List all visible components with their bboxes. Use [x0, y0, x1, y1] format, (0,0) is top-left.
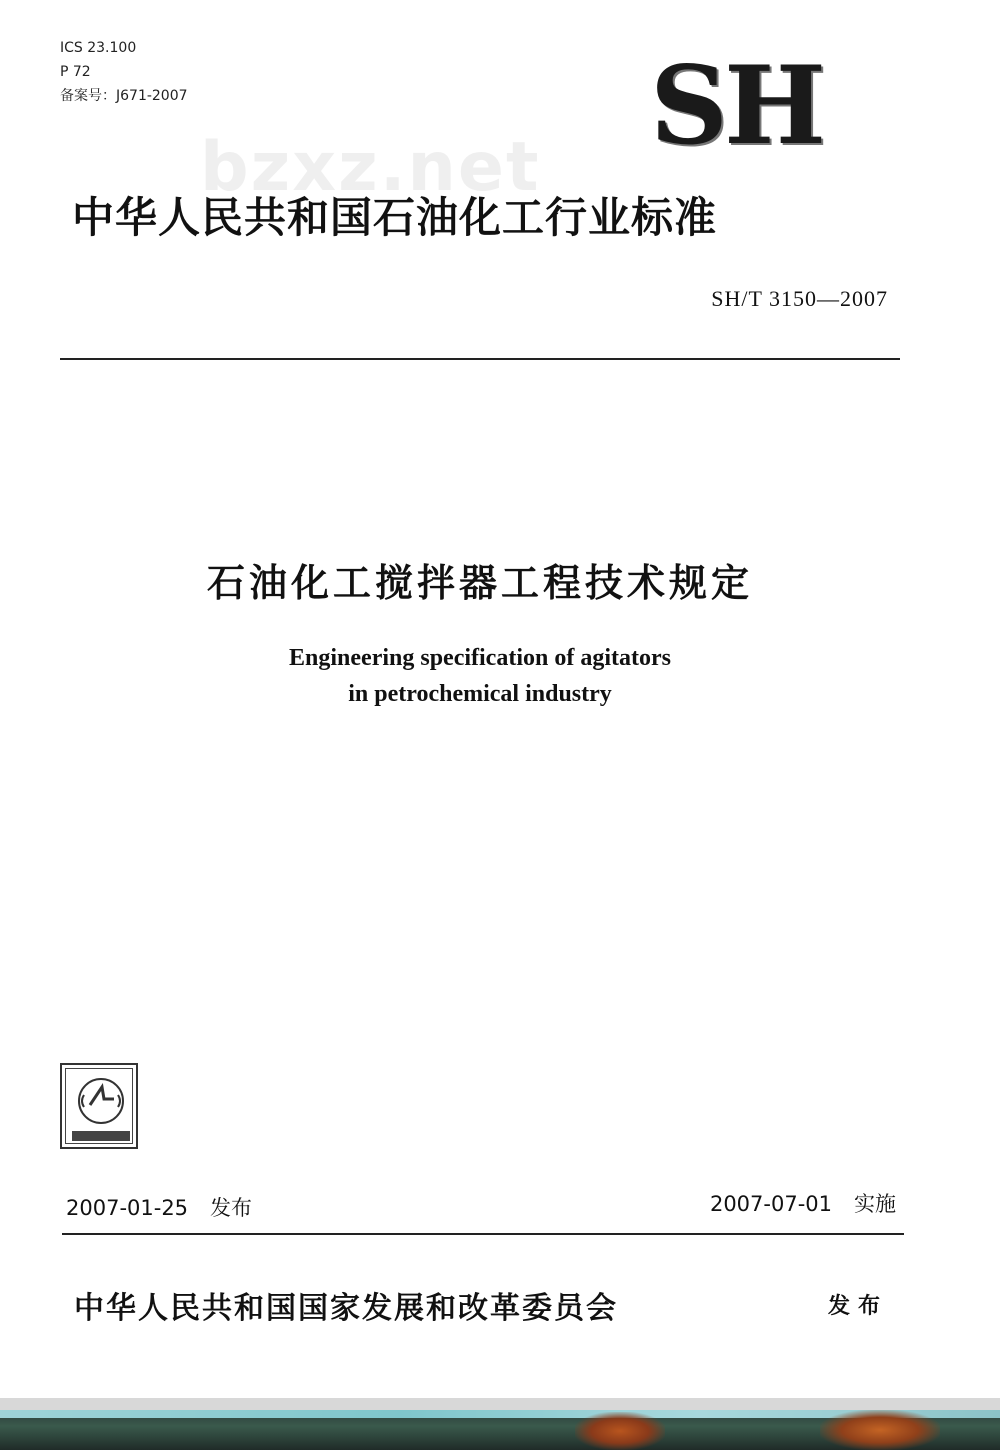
issuing-authority: 中华人民共和国国家发展和改革委员会: [74, 1291, 618, 1326]
ics-code: ICS 23.100: [60, 40, 137, 56]
publisher-seal-icon: [60, 1063, 138, 1149]
photo-foliage-left: [575, 1412, 665, 1450]
bottom-divider: [62, 1233, 904, 1235]
issuing-action: 发布: [827, 1294, 888, 1319]
issue-date-line: [66, 1192, 252, 1222]
document-title-cn: 石油化工搅拌器工程技术规定: [206, 561, 753, 605]
class-code: P 72: [60, 64, 91, 80]
seal-emblem-icon: [66, 1069, 136, 1147]
watermark: bzxz.net: [200, 128, 541, 207]
document-title-en-line2: in petrochemical industry: [348, 681, 612, 707]
issue-label: 发布: [210, 1196, 253, 1220]
document-title-en-line1: Engineering specification of agitators: [289, 645, 671, 671]
record-number: 备案号：J671-2007: [60, 88, 188, 104]
issue-date: 2007-01-25: [66, 1196, 189, 1220]
classification-block: [60, 36, 188, 108]
seal-frame: [65, 1068, 133, 1144]
effective-date-line: [710, 1188, 896, 1218]
top-divider: [60, 358, 900, 360]
sh-logo: SH: [650, 43, 823, 169]
background-photo-strip: [0, 1398, 1000, 1450]
photo-foliage-right: [820, 1410, 940, 1450]
effective-date: 2007-07-01: [709, 1192, 832, 1216]
effective-label: 实施: [854, 1192, 896, 1216]
document-title-en: [0, 640, 960, 712]
standard-number: SH/T 3150—2007: [711, 286, 888, 311]
standard-category-title: 中华人民共和国石油化工行业标准: [72, 193, 718, 242]
